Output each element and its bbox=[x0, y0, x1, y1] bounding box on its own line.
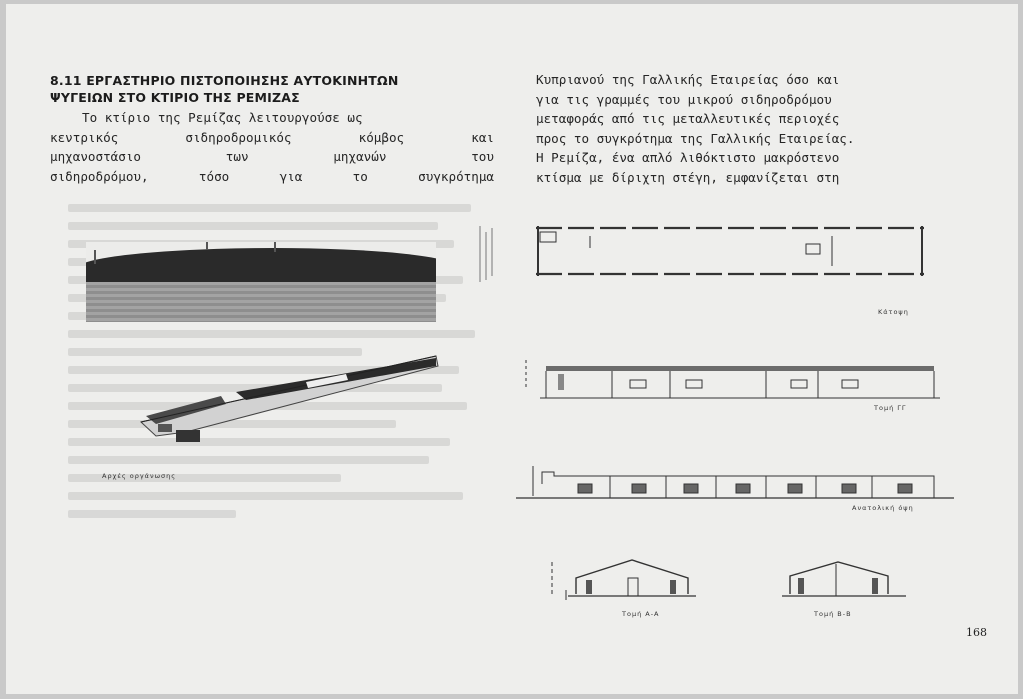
left-text-line-justified: μηχανοστάσιο των μηχανών του bbox=[50, 149, 494, 165]
section-bb-caption: Τομή Β-Β bbox=[814, 610, 852, 618]
section-bb-drawing bbox=[782, 562, 906, 596]
east-elevation-drawing bbox=[516, 466, 954, 498]
section-gg-caption: Τομή ΓΓ bbox=[874, 404, 907, 412]
section-aa-drawing bbox=[552, 560, 696, 600]
left-text-line-justified: σιδηροδρόμου, τόσο για το συγκρότημα bbox=[50, 168, 494, 184]
plan-view-caption: Κάτοψη bbox=[878, 308, 909, 316]
right-text-line: Η Ρεμίζα, ένα απλό λιθόκτιστο μακρόστενο bbox=[536, 150, 840, 166]
right-text-line: για τις γραμμές του μικρού σιδηροδρόμου bbox=[536, 91, 832, 107]
right-text-line: κτίσμα με δίριχτη στέγη, εμφανίζεται στη bbox=[536, 169, 840, 185]
section-heading bbox=[50, 72, 500, 106]
right-text-line: προς το συγκρότημα της Γαλλικής Εταιρείας. bbox=[536, 130, 855, 146]
left-text-line-justified: κεντρικός σιδηροδρομικός κόμβος και bbox=[50, 129, 494, 145]
section-heading-line-1: 8.11 ΕΡΓΑΣΤΗΡΙΟ ΠΙΣΤΟΠΟΙΗΣΗΣ ΑΥΤΟΚΙΝΗΤΩΝ bbox=[50, 73, 399, 88]
left-text-line: Το κτίριο της Ρεμίζας λειτουργούσε ως bbox=[82, 110, 363, 125]
section-aa-caption: Τομή Α-Α bbox=[622, 610, 660, 618]
east-elevation-caption: Ανατολική όψη bbox=[852, 504, 914, 512]
left-column-text bbox=[50, 108, 494, 186]
landscape-photo bbox=[86, 242, 436, 322]
right-column-text bbox=[536, 70, 981, 188]
site-plan-caption: Αρχές οργάνωσης bbox=[102, 472, 177, 480]
plan-view-drawing bbox=[536, 226, 924, 276]
section-heading-line-2: ΨΥΓΕΙΩΝ ΣΤΟ ΚΤΙΡΙΟ ΤΗΣ ΡΕΜΙΖΑΣ bbox=[50, 90, 300, 105]
right-text-line: μεταφοράς από τις μεταλλευτικές περιοχές bbox=[536, 111, 840, 127]
right-text-line: Κυπριανού της Γαλλικής Εταιρείας όσο και bbox=[536, 72, 840, 87]
page-number: 168 bbox=[966, 626, 987, 639]
section-gg-drawing bbox=[526, 360, 940, 398]
document-page bbox=[6, 4, 1018, 694]
